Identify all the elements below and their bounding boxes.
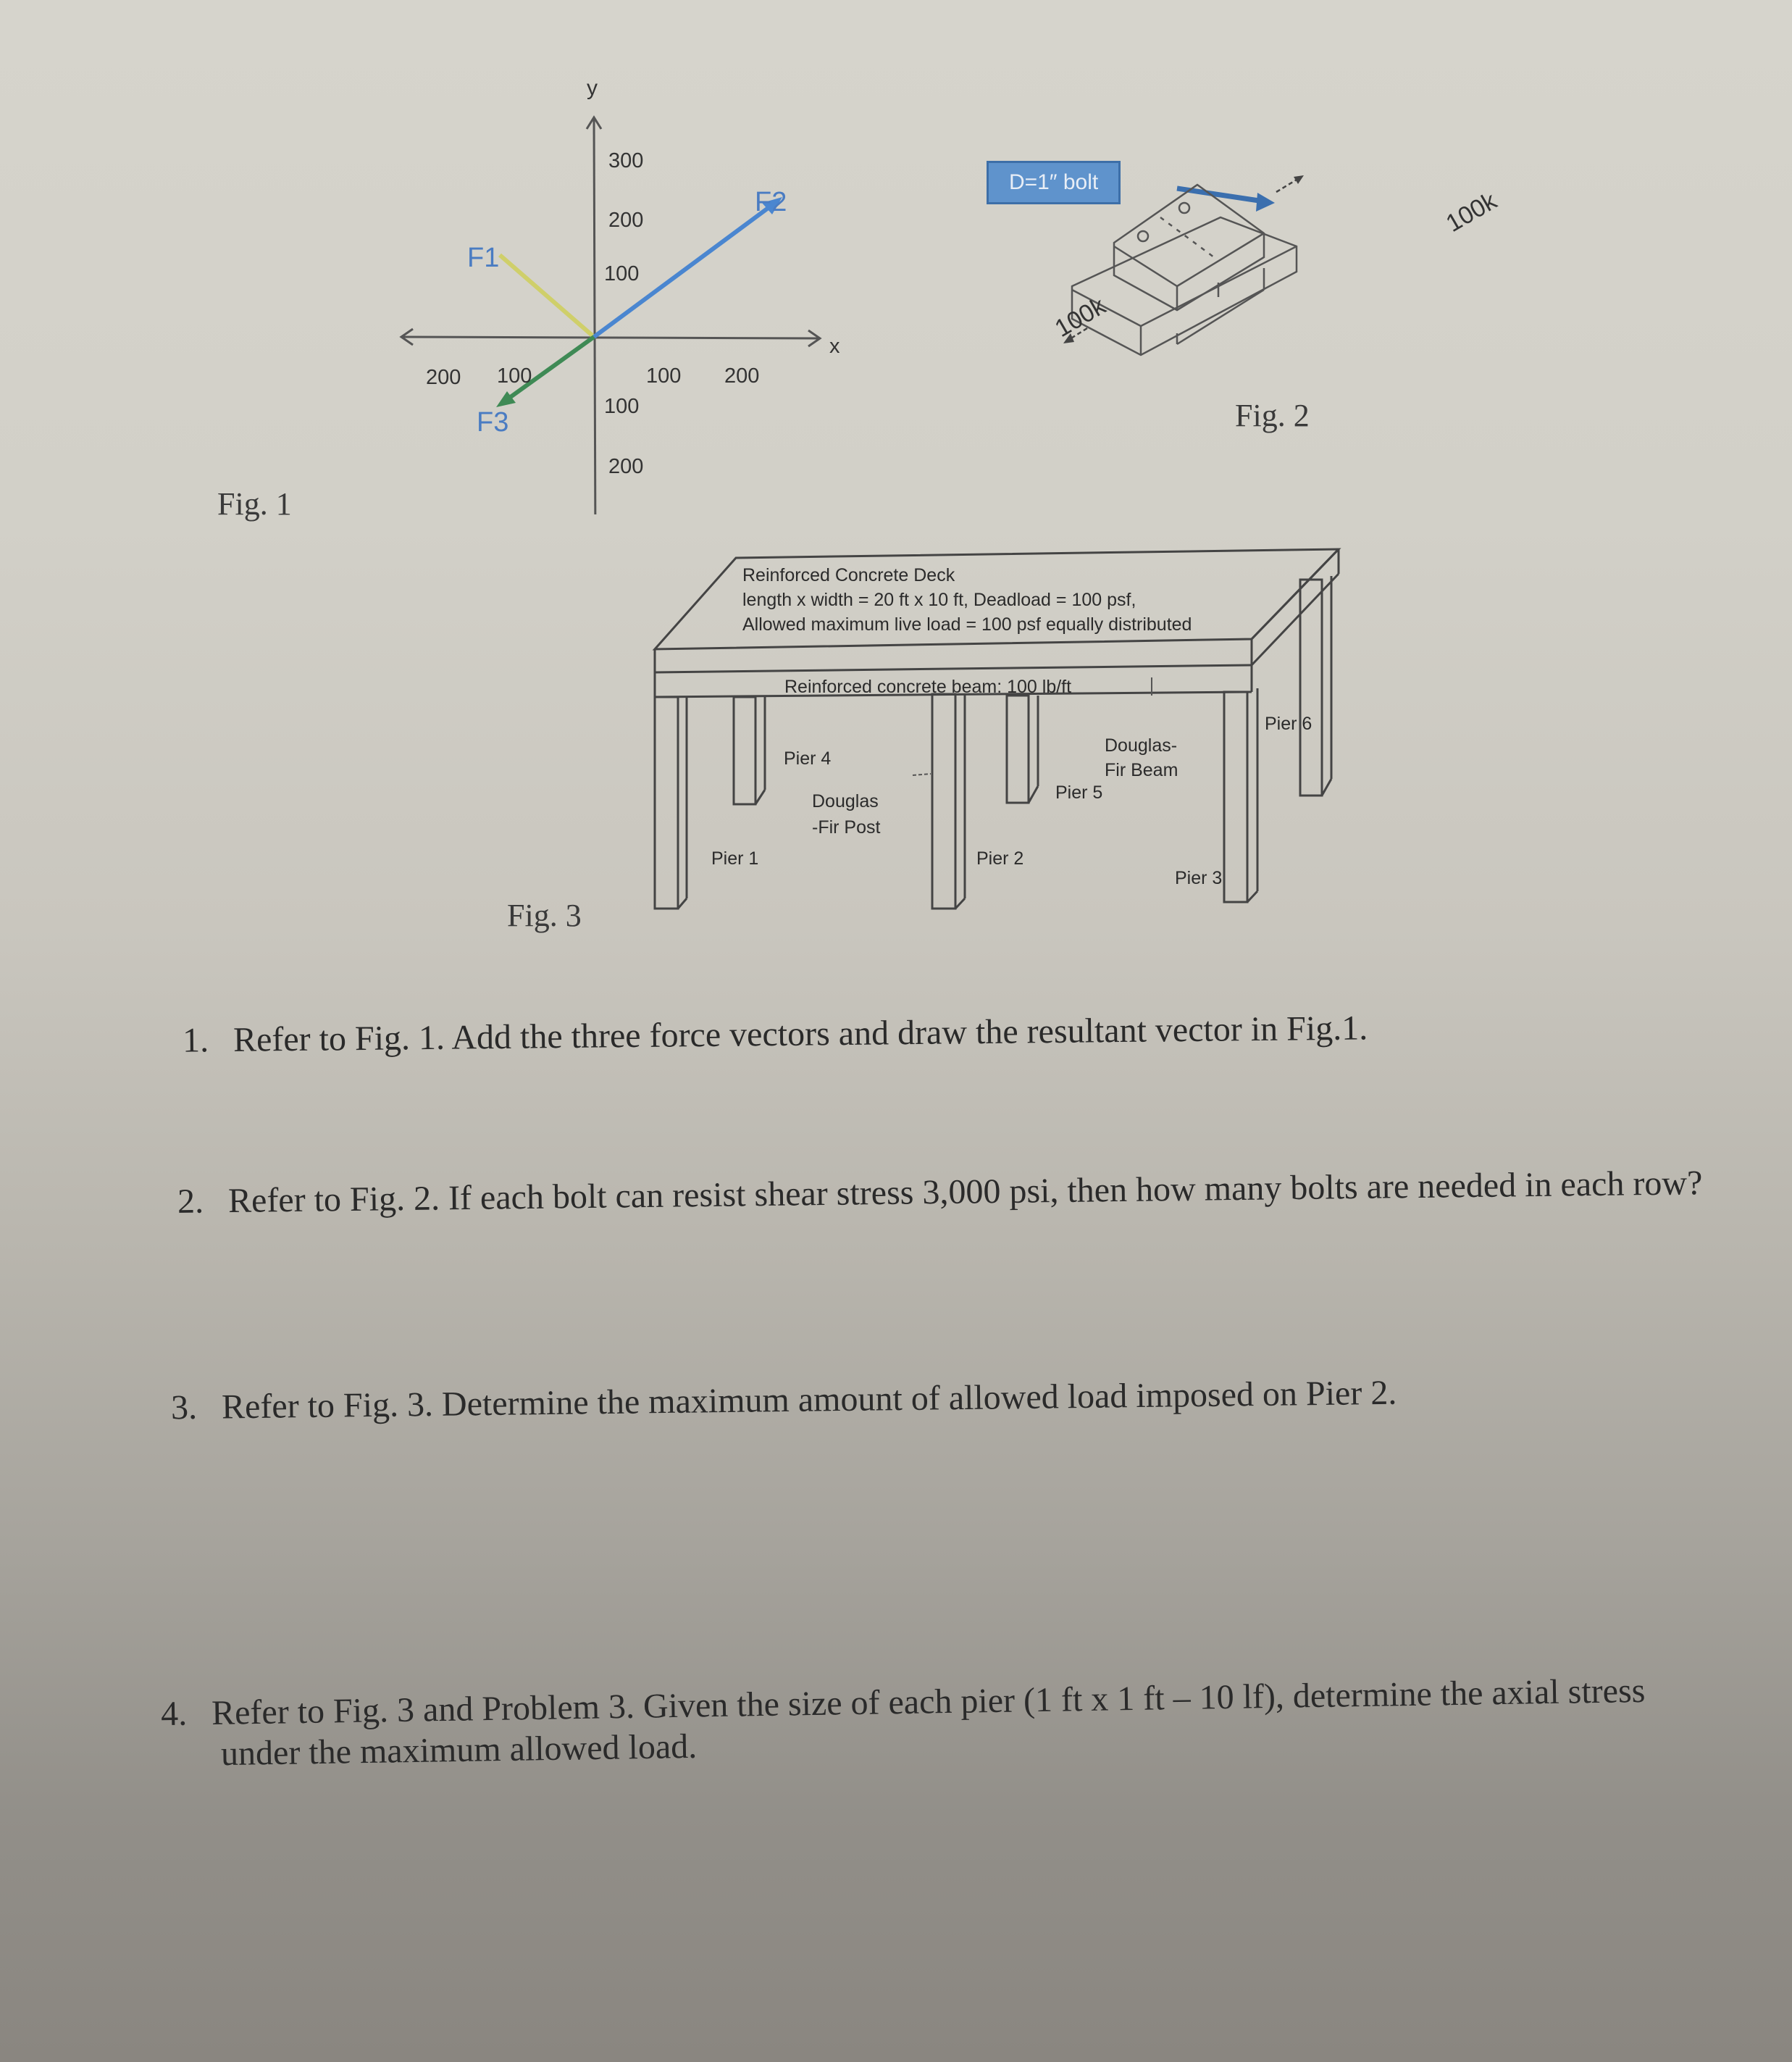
vector-label-f2: F2 xyxy=(755,187,787,217)
question-number: 4. xyxy=(160,1694,188,1734)
question-4 xyxy=(161,1671,1646,1734)
beam-label: Reinforced concrete beam: 100 lb/ft xyxy=(784,677,1072,697)
load-label-right: 100k xyxy=(1441,187,1502,238)
y-tick-200: 200 xyxy=(608,209,644,232)
load-label-left: 100k xyxy=(1050,292,1110,343)
question-text: Refer to Fig. 3. Determine the maximum amount of allowed load imposed on Pier 2. xyxy=(221,1373,1397,1427)
pier-4-label: Pier 4 xyxy=(784,748,832,769)
question-3 xyxy=(171,1373,1397,1428)
deck-live-load: Allowed maximum live load = 100 psf equally distributed xyxy=(742,614,1192,635)
question-1 xyxy=(183,1008,1368,1060)
fig2-caption: Fig. 2 xyxy=(1235,398,1310,433)
question-text: Refer to Fig. 3 and Problem 3. Given the size of each pier (1 ft x 1 ft – 10 lf), determine the axial stress xyxy=(211,1671,1646,1732)
y-tick-300: 300 xyxy=(608,149,644,172)
post-label-1: Douglas xyxy=(812,791,879,811)
fig3-caption: Fig. 3 xyxy=(507,898,582,933)
pier-2-label: Pier 2 xyxy=(976,848,1024,869)
x-tick-neg-100: 100 xyxy=(497,364,532,388)
vector-diagram xyxy=(391,65,855,514)
x-tick-100: 100 xyxy=(646,364,682,388)
y-tick-100: 100 xyxy=(604,262,640,285)
fir-beam-label-2: Fir Beam xyxy=(1105,760,1178,780)
y-tick-neg-200: 200 xyxy=(608,455,644,478)
pier-5-label: Pier 5 xyxy=(1055,782,1103,803)
question-2 xyxy=(177,1163,1703,1222)
post-label-2: -Fir Post xyxy=(812,817,881,838)
bolt-callout: D=1″ bolt xyxy=(987,161,1121,204)
pier-6-label: Pier 6 xyxy=(1265,714,1312,734)
y-tick-neg-100: 100 xyxy=(604,395,640,418)
fig1-caption: Fig. 1 xyxy=(217,486,292,522)
pier-1-label: Pier 1 xyxy=(711,848,759,869)
question-number: 3. xyxy=(170,1387,198,1427)
vector-label-f1: F1 xyxy=(467,243,500,273)
pier-3-label: Pier 3 xyxy=(1175,868,1223,888)
question-number: 2. xyxy=(177,1182,204,1221)
x-tick-neg-200: 200 xyxy=(426,366,461,389)
deck-dimensions: length x width = 20 ft x 10 ft, Deadload = 100 psf, xyxy=(742,590,1136,610)
y-axis-label: y xyxy=(587,76,598,100)
vector-label-f3: F3 xyxy=(477,407,509,438)
question-text: Refer to Fig. 2. If each bolt can resist shear stress 3,000 psi, then how many bolts are needed in each row? xyxy=(227,1164,1703,1221)
x-tick-200: 200 xyxy=(724,364,760,388)
fir-beam-label-1: Douglas- xyxy=(1105,735,1178,756)
x-axis-label: x xyxy=(829,335,840,358)
question-4-continued: under the maximum allowed load. xyxy=(220,1727,698,1774)
question-number: 1. xyxy=(182,1021,209,1060)
deck-title: Reinforced Concrete Deck xyxy=(742,565,955,585)
question-text: Refer to Fig. 1. Add the three force vectors and draw the resultant vector in Fig.1. xyxy=(233,1009,1368,1059)
